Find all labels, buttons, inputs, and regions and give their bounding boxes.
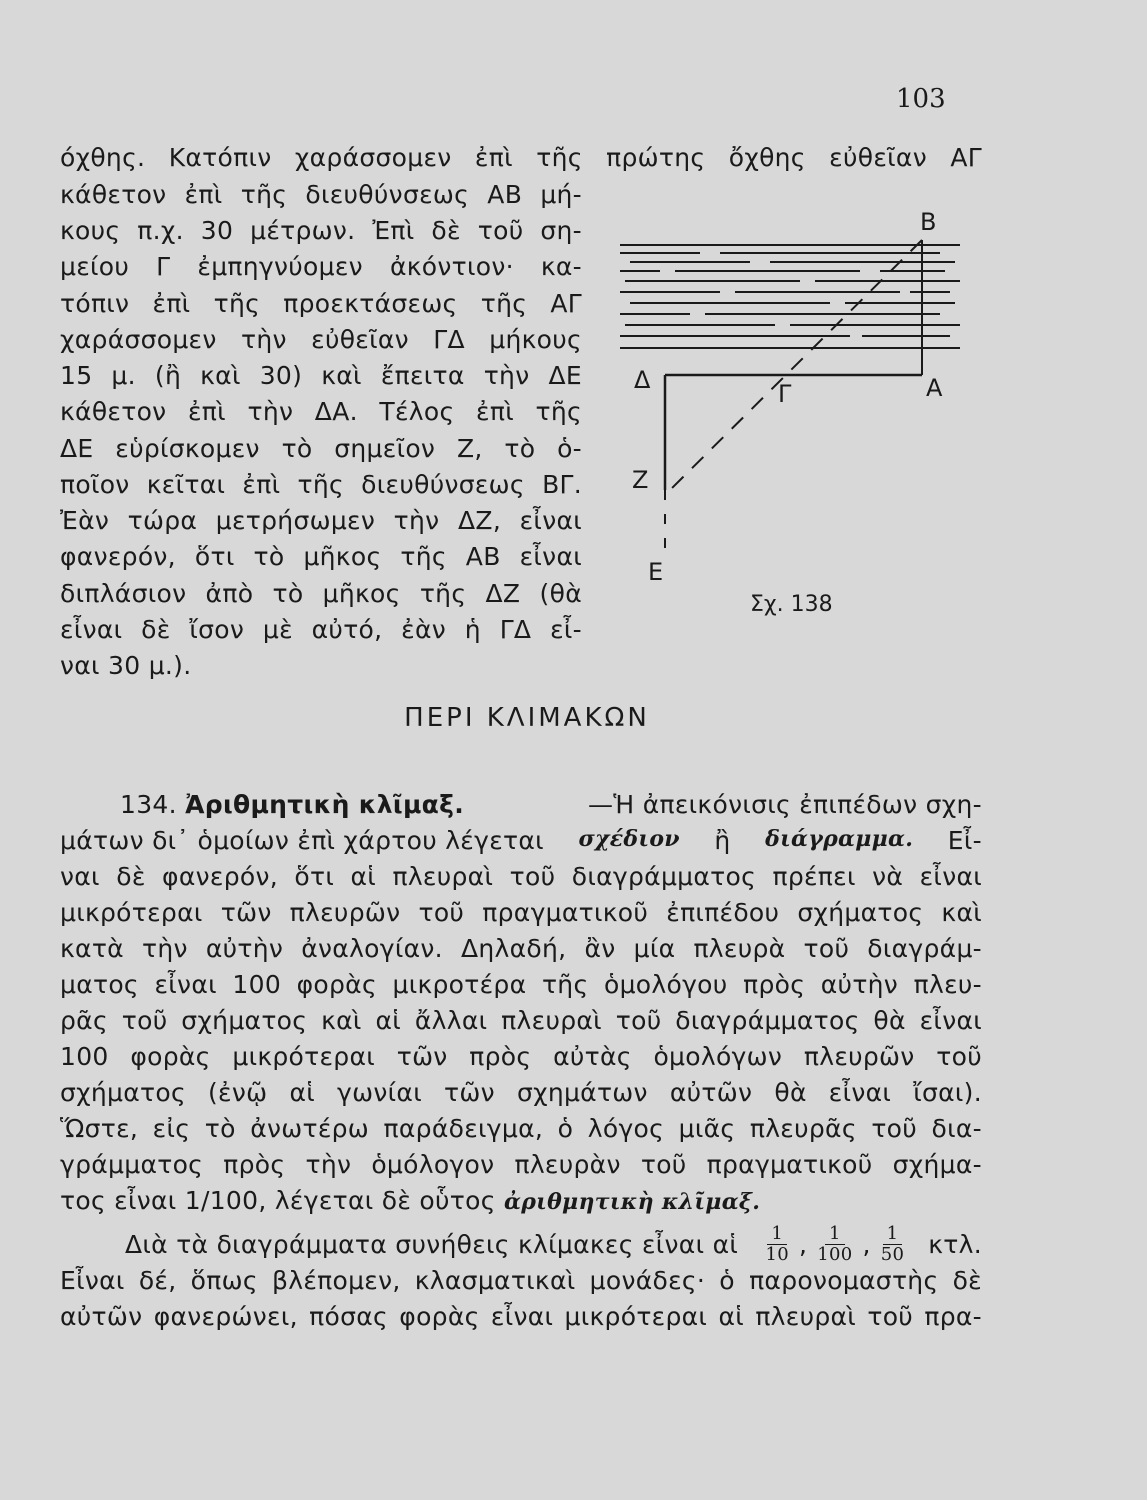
text-line: κατὰ τὴν αὐτὴν ἀναλογίαν. Δηλαδή, ἂν μία πλευρὰ τοῦ διαγράμ- bbox=[60, 934, 982, 963]
text-line: σχήματος (ἐνῷ αἱ γωνίαι τῶν σχημάτων αὐτῶν θὰ εἶναι ἴσαι). bbox=[60, 1078, 982, 1107]
text-fragment: κτλ. bbox=[928, 1229, 982, 1259]
page-number: 103 bbox=[896, 84, 946, 114]
fraction-1-50: $\frac{1}{50}$ bbox=[880, 1223, 905, 1265]
text-line: εἶναι δὲ ἴσον μὲ αὐτό, ἐὰν ἡ ΓΔ εἶ- bbox=[60, 615, 582, 644]
text-fragment: —Ἡ ἀπεικόνισις ἐπιπέδων σχη- bbox=[588, 790, 982, 819]
text-line: κους π.χ. 30 μέτρων. Ἐπὶ δὲ τοῦ ση- bbox=[60, 216, 582, 245]
fraction-1-100: $\frac{1}{100}$ bbox=[817, 1223, 853, 1265]
text-line: χαράσσομεν τὴν εὐθεῖαν ΓΔ μήκους bbox=[60, 325, 582, 354]
text-line: ρᾶς τοῦ σχήματος καὶ αἱ ἄλλαι πλευραὶ τοῦ διαγράμματος θὰ εἶναι bbox=[60, 1006, 982, 1035]
text-fragment: Διὰ τὰ διαγράμματα συνήθεις κλίμακες εἶναι αἱ bbox=[125, 1229, 739, 1259]
text-line: Εἶναι δέ, ὅπως βλέπομεν, κλασματικαὶ μονάδες· ὁ παρονομαστὴς δὲ bbox=[60, 1266, 982, 1295]
section-number: 134. bbox=[120, 790, 177, 819]
figure-caption: Σχ. 138 bbox=[750, 592, 833, 617]
text-line: κάθετον ἐπὶ τῆς διευθύνσεως ΑΒ μή- bbox=[60, 180, 582, 209]
text-line: κάθετον ἐπὶ τὴν ΔΑ. Τέλος ἐπὶ τῆς bbox=[60, 397, 582, 426]
label-D: Δ bbox=[634, 366, 651, 394]
text-line: μείου Γ ἐμπηγνύομεν ἀκόντιον· κα- bbox=[60, 252, 582, 281]
label-A: Α bbox=[926, 374, 943, 402]
label-E: Ε bbox=[648, 558, 664, 586]
text-line: 15 μ. (ἢ καὶ 30) καὶ ἔπειτα τὴν ΔΕ bbox=[60, 361, 582, 390]
section-heading: ΠΕΡΙ ΚΛΙΜΑΚΩΝ bbox=[404, 703, 650, 733]
text-line: ματος εἶναι 100 φορὰς μικροτέρα τῆς ὁμολόγου πρὸς αὐτὴν πλευ- bbox=[60, 970, 982, 999]
text-line: ναι δὲ φανερόν, ὅτι αἱ πλευραὶ τοῦ διαγράμματος πρέπει νὰ εἶναι bbox=[60, 862, 982, 891]
text-line: ποῖον κεῖται ἐπὶ τῆς διευθύνσεως ΒΓ. bbox=[60, 470, 582, 499]
text-line: μικρότεραι τῶν πλευρῶν τοῦ πραγματικοῦ ἐπιπέδου σχήματος καὶ bbox=[60, 898, 982, 927]
term-arithmetiki-klimax: ἀριθμητικὴ κλῖμαξ. bbox=[503, 1189, 761, 1215]
text-line: 100 φορὰς μικρότεραι τῶν πρὸς αὐτὰς ὁμολόγων πλευρῶν τοῦ bbox=[60, 1042, 982, 1071]
text-line: ΔΕ εὑρίσκομεν τὸ σημεῖον Ζ, τὸ ὁ- bbox=[60, 434, 582, 463]
text-fragment: μάτων δι᾽ ὁμοίων ἐπὶ χάρτου λέγεται bbox=[60, 826, 544, 855]
section-title: Ἀριθμητικὴ κλῖμαξ. bbox=[185, 790, 464, 819]
text-line: διπλάσιον ἀπὸ τὸ μῆκος τῆς ΔΖ (θὰ bbox=[60, 579, 582, 608]
text-line: τόπιν ἐπὶ τῆς προεκτάσεως τῆς ΑΓ bbox=[60, 289, 582, 318]
text-line: Ὥστε, εἰς τὸ ἀνωτέρω παράδειγμα, ὁ λόγος μιᾶς πλευρᾶς τοῦ δια- bbox=[60, 1114, 982, 1143]
label-G: Γ bbox=[778, 380, 792, 408]
text-fragment: ἢ bbox=[714, 826, 731, 855]
figure-138 bbox=[600, 200, 980, 640]
term-diagramma: διάγραμμα. bbox=[765, 826, 914, 852]
label-Z: Ζ bbox=[632, 466, 649, 494]
text-fragment: τος εἶναι 1/100, λέγεται δὲ οὗτος bbox=[60, 1186, 496, 1215]
text-line: αὐτῶν φανερώνει, πόσας φορὰς εἶναι μικρότεραι αἱ πλευραὶ τοῦ πρα- bbox=[60, 1302, 982, 1331]
text-line-fractions: Διὰ τὰ διαγράμματα συνήθεις κλίμακες εἶναι αἱ $\frac{1}{10}$ , $\frac{1}{100}$ , $\frac{1}{50}$ κτλ. bbox=[125, 1223, 982, 1265]
text-line: γράμματος πρὸς τὴν ὁμόλογον πλευρὰν τοῦ πραγματικοῦ σχήμα- bbox=[60, 1150, 982, 1179]
river-hatching bbox=[620, 245, 960, 348]
section-first-line bbox=[120, 790, 982, 819]
text-line: φανερόν, ὅτι τὸ μῆκος τῆς ΑΒ εἶναι bbox=[60, 542, 582, 571]
text-line: Ἐὰν τώρα μετρήσωμεν τὴν ΔΖ, εἶναι bbox=[60, 506, 582, 535]
text-line: ναι 30 μ.). bbox=[60, 651, 192, 680]
text-line bbox=[60, 1186, 760, 1215]
text-line: όχθης. Κατόπιν χαράσσομεν ἐπὶ τῆς πρώτης ὄχθης εὐθεῖαν ΑΓ bbox=[60, 143, 982, 172]
line-BZ-dashed bbox=[670, 240, 922, 490]
label-B: Β bbox=[920, 208, 937, 236]
text-line bbox=[60, 826, 982, 855]
text-fragment: Εἶ- bbox=[947, 826, 982, 855]
term-sxedion: σχέδιον bbox=[578, 826, 680, 852]
fraction-1-10: $\frac{1}{10}$ bbox=[765, 1223, 789, 1265]
